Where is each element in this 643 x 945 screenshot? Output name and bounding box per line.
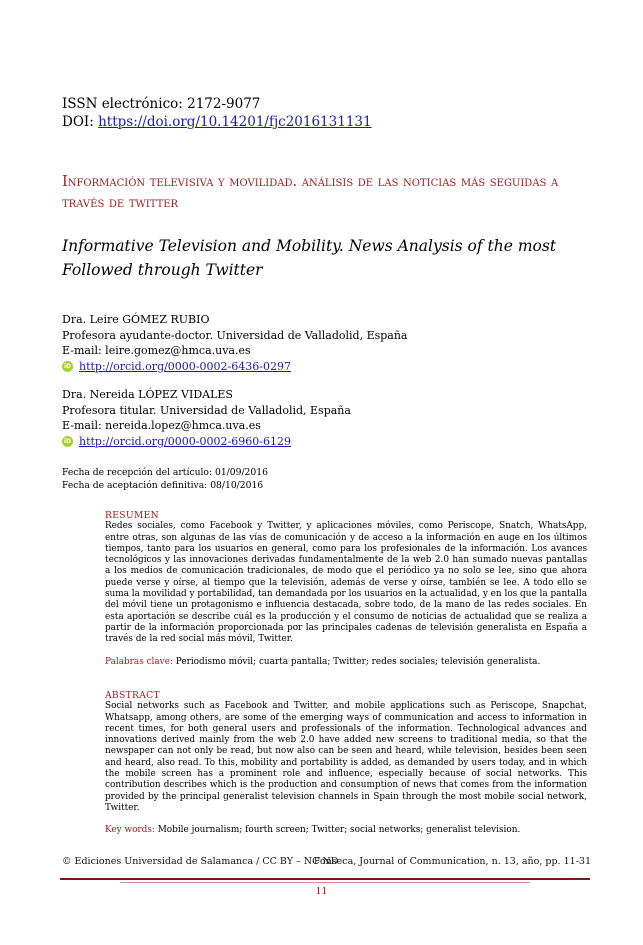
resumen-heading: RESUMEN: [105, 510, 159, 521]
footer-divider: [60, 878, 590, 880]
author-1: [62, 312, 622, 374]
orcid-icon: iD: [63, 362, 72, 370]
author-position: Profesora ayudante-doctor. Universidad de Valladolid, España: [62, 328, 408, 342]
keywords-list: Mobile journalism; fourth screen; Twitter; social networks; generalist television.: [154, 825, 521, 836]
abstract-heading: ABSTRACT: [105, 690, 160, 701]
issn-doi-block: [62, 95, 372, 131]
abstract-keywords: [105, 825, 587, 836]
footer-license: © Ediciones Universidad de Salamanca / CC BY – NC ND: [62, 856, 339, 867]
page-number: 11: [315, 886, 328, 897]
resumen-text: Redes sociales, como Facebook y Twitter, y aplicaciones móviles, como Periscope, Snatch, WhatsApp, entre otras, son algunas de las vías de comunicación y de acceso a la información en auge en los últimos tiempos, tanto para los usuarios en general, como para los profesionales de la información. Los avances tecnológicos y las innovaciones derivadas fundamentalmente de la web 2.0 han sumado nuevas pantallas a los medios de comunicación tradicionales, de modo que el periódico ya no solo se lee, sino que ahora puede verse y oírse, al tiempo que la televisión, además de verse y oírse, también se lee. A todo ello se suma la movilidad y portabilidad, tan demandada por los usuarios en la actualidad, y en los que la pantalla del móvil tiene un protagonismo e influencia destacada, sobre todo, de la mano de las redes sociales. En esta aportación se describe cuál es la producción y el consumo de noticias de actualidad que se realiza a partir de la información proporcionada por las principales cadenas de televisión generalista en España a través de la red social más móvil, Twitter.: [105, 521, 587, 645]
article-dates: [62, 467, 268, 492]
abstract-section: [105, 690, 587, 837]
author-orcid: [62, 434, 622, 450]
orcid-link[interactable]: http://orcid.org/0000-0002-6960-6129: [79, 434, 291, 448]
title-spanish: Información televisiva y movilidad. análisis de las noticias más seguidas a través de twitter: [62, 174, 559, 211]
abstract-text: Social networks such as Facebook and Twitter, and mobile applications such as Periscope, Snapchat, Whatsapp, among others, are some of the emerging ways of communication and access to information in recent times, for both general users and professionals of the information. Technological advances and innovations derived mainly from the web 2.0 have added new screens to traditional media, so that the newspaper can not only be read, but now also can be seen and heard, while television, besides been seen and heard, also read. To this, mobility and portability is added, as demanded by users today, and in which the mobile screen has a prominent role and influence, especially because of social networks. This contribution describes which is the production and consumption of news that comes from the information provided by the principal generalist television channels in Spain through the most mobile social network, Twitter.: [105, 701, 587, 813]
doi-link[interactable]: https://doi.org/10.14201/fjc2016131131: [98, 114, 372, 130]
footer-divider-secondary: [120, 882, 530, 883]
title-english: Informative Television and Mobility. News Analysis of the most Followed through Twitter: [62, 237, 557, 279]
keywords-label: Key words:: [105, 825, 155, 836]
orcid-icon: iD: [63, 437, 72, 445]
issn-line: ISSN electrónico: 2172-9077: [62, 96, 261, 112]
footer-journal: Fonseca, Journal of Communication, n. 13, año, pp. 11-31: [313, 856, 591, 867]
resumen-keywords: [105, 657, 587, 668]
doi-label: DOI:: [62, 114, 99, 130]
orcid-link[interactable]: http://orcid.org/0000-0002-6436-0297: [79, 359, 291, 373]
accepted-date: Fecha de aceptación definitiva: 08/10/2016: [62, 479, 264, 491]
author-2: [62, 387, 622, 449]
doi-line: [62, 113, 372, 131]
keywords-label: Palabras clave:: [105, 656, 173, 667]
author-name: Dra. Nereida LÓPEZ VIDALES: [62, 388, 233, 401]
resumen-section: [105, 510, 587, 668]
author-name: Dra. Leire GÓMEZ RUBIO: [62, 313, 210, 326]
author-orcid: [62, 359, 622, 375]
keywords-list: Periodismo móvil; cuarta pantalla; Twitter; redes sociales; televisión generalista.: [172, 656, 541, 667]
received-date: Fecha de recepción del artículo: 01/09/2016: [62, 467, 268, 478]
author-position: Profesora titular. Universidad de Valladolid, España: [62, 403, 351, 417]
author-email: E-mail: nereida.lopez@hmca.uva.es: [62, 419, 261, 432]
author-email: E-mail: leire.gomez@hmca.uva.es: [62, 344, 251, 357]
